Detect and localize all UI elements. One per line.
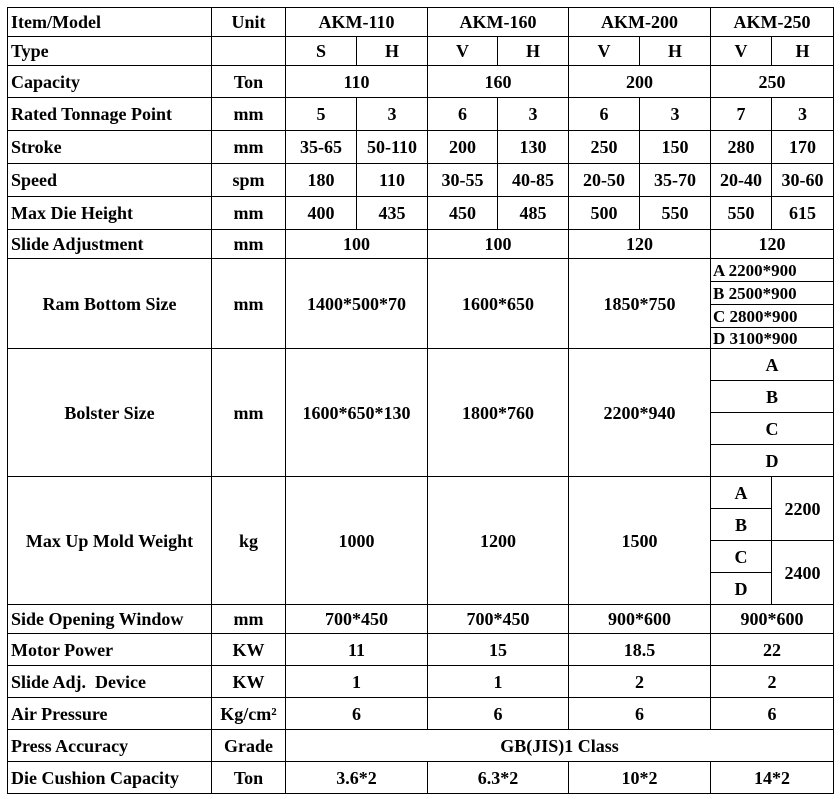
value-cell: 550: [640, 197, 711, 230]
model-akm-110-header: AKM-110: [286, 8, 428, 37]
row-label: Side Opening Window: [8, 605, 212, 634]
value-cell: 100: [286, 230, 428, 259]
value-cell: 3: [640, 98, 711, 131]
bolster-option-d: D: [711, 445, 834, 477]
unit-cell: Kg/cm²: [212, 698, 286, 730]
item-model-header: Item/Model: [8, 8, 212, 37]
row-label: Capacity: [8, 66, 212, 98]
value-cell: 20-50: [569, 164, 640, 197]
mold-weight-ab: 2200: [772, 477, 834, 541]
value-cell: 6.3*2: [428, 762, 569, 794]
value-cell: 5: [286, 98, 357, 131]
value-cell: 700*450: [286, 605, 428, 634]
speed-row: [8, 164, 834, 197]
unit-cell: mm: [212, 230, 286, 259]
value-cell: 6: [569, 98, 640, 131]
ram-bottom-row: [8, 259, 834, 282]
mold-option-c: C: [711, 541, 772, 573]
unit-cell: KW: [212, 666, 286, 698]
value-cell: 1200: [428, 477, 569, 605]
value-cell: 1400*500*70: [286, 259, 428, 349]
value-cell: 150: [640, 131, 711, 164]
unit-cell: mm: [212, 259, 286, 349]
row-label: Air Pressure: [8, 698, 212, 730]
row-label: Max Up Mold Weight: [8, 477, 212, 605]
row-label: Bolster Size: [8, 349, 212, 477]
rated-tonnage-row: [8, 98, 834, 131]
unit-cell: Ton: [212, 762, 286, 794]
value-cell: 15: [428, 634, 569, 666]
value-cell: 6: [711, 698, 834, 730]
value-cell: 110: [286, 66, 428, 98]
value-cell: 250: [711, 66, 834, 98]
unit-cell: mm: [212, 131, 286, 164]
value-cell: 130: [498, 131, 569, 164]
value-cell: 1000: [286, 477, 428, 605]
mold-option-b: B: [711, 509, 772, 541]
press-accuracy-row: [8, 730, 834, 762]
value-cell: 200: [569, 66, 711, 98]
bolster-option-c: C: [711, 413, 834, 445]
motor-power-row: [8, 634, 834, 666]
value-cell: 700*450: [428, 605, 569, 634]
row-label: Type: [8, 37, 212, 66]
value-cell: 200: [428, 131, 498, 164]
value-cell: 400: [286, 197, 357, 230]
value-cell: 11: [286, 634, 428, 666]
value-cell: 485: [498, 197, 569, 230]
value-cell: 120: [569, 230, 711, 259]
unit-cell: mm: [212, 197, 286, 230]
mold-weight-cd: 2400: [772, 541, 834, 605]
bolster-row: [8, 349, 834, 381]
type-cell: V: [711, 37, 772, 66]
value-cell: 900*600: [711, 605, 834, 634]
ram-option-b: B 2500*900: [711, 282, 834, 305]
type-cell: H: [357, 37, 428, 66]
value-cell: 30-60: [772, 164, 834, 197]
value-cell: 50-110: [357, 131, 428, 164]
value-cell: GB(JIS)1 Class: [286, 730, 834, 762]
slide-adj-device-row: [8, 666, 834, 698]
unit-cell: spm: [212, 164, 286, 197]
unit-cell: [212, 37, 286, 66]
type-cell: H: [772, 37, 834, 66]
spec-table: [7, 7, 834, 794]
value-cell: 22: [711, 634, 834, 666]
value-cell: 1: [428, 666, 569, 698]
value-cell: 6: [286, 698, 428, 730]
row-label: Slide Adjustment: [8, 230, 212, 259]
capacity-row: [8, 66, 834, 98]
unit-cell: mm: [212, 98, 286, 131]
value-cell: 3: [772, 98, 834, 131]
bolster-option-a: A: [711, 349, 834, 381]
unit-cell: Grade: [212, 730, 286, 762]
value-cell: 2: [569, 666, 711, 698]
model-akm-200-header: AKM-200: [569, 8, 711, 37]
model-akm-250-header: AKM-250: [711, 8, 834, 37]
unit-cell: kg: [212, 477, 286, 605]
value-cell: 435: [357, 197, 428, 230]
row-label: Speed: [8, 164, 212, 197]
value-cell: 6: [569, 698, 711, 730]
value-cell: 14*2: [711, 762, 834, 794]
row-label: Ram Bottom Size: [8, 259, 212, 349]
value-cell: 615: [772, 197, 834, 230]
ram-option-c: C 2800*900: [711, 305, 834, 328]
type-cell: H: [498, 37, 569, 66]
model-akm-160-header: AKM-160: [428, 8, 569, 37]
value-cell: 250: [569, 131, 640, 164]
value-cell: 1800*760: [428, 349, 569, 477]
value-cell: 900*600: [569, 605, 711, 634]
value-cell: 1: [286, 666, 428, 698]
value-cell: 6: [428, 98, 498, 131]
type-cell: H: [640, 37, 711, 66]
type-row: [8, 37, 834, 66]
value-cell: 1500: [569, 477, 711, 605]
value-cell: 1600*650: [428, 259, 569, 349]
max-die-height-row: [8, 197, 834, 230]
value-cell: 2: [711, 666, 834, 698]
value-cell: 6: [428, 698, 569, 730]
mold-option-d: D: [711, 573, 772, 605]
air-pressure-row: [8, 698, 834, 730]
ram-option-d: D 3100*900: [711, 328, 834, 349]
row-label: Press Accuracy: [8, 730, 212, 762]
row-label: Die Cushion Capacity: [8, 762, 212, 794]
header-row: [8, 8, 834, 37]
value-cell: 280: [711, 131, 772, 164]
value-cell: 180: [286, 164, 357, 197]
row-label: Stroke: [8, 131, 212, 164]
value-cell: 7: [711, 98, 772, 131]
value-cell: 170: [772, 131, 834, 164]
type-cell: V: [428, 37, 498, 66]
value-cell: 10*2: [569, 762, 711, 794]
value-cell: 20-40: [711, 164, 772, 197]
value-cell: 500: [569, 197, 640, 230]
value-cell: 35-65: [286, 131, 357, 164]
value-cell: 160: [428, 66, 569, 98]
value-cell: 40-85: [498, 164, 569, 197]
row-label: Rated Tonnage Point: [8, 98, 212, 131]
value-cell: 550: [711, 197, 772, 230]
type-cell: V: [569, 37, 640, 66]
value-cell: 3: [498, 98, 569, 131]
type-cell: S: [286, 37, 357, 66]
value-cell: 3: [357, 98, 428, 131]
value-cell: 100: [428, 230, 569, 259]
ram-option-a: A 2200*900: [711, 259, 834, 282]
stroke-row: [8, 131, 834, 164]
row-label: Max Die Height: [8, 197, 212, 230]
row-label: Motor Power: [8, 634, 212, 666]
max-up-mold-row: [8, 477, 834, 509]
die-cushion-row: [8, 762, 834, 794]
value-cell: 30-55: [428, 164, 498, 197]
bolster-option-b: B: [711, 381, 834, 413]
value-cell: 35-70: [640, 164, 711, 197]
value-cell: 18.5: [569, 634, 711, 666]
mold-option-a: A: [711, 477, 772, 509]
unit-cell: mm: [212, 605, 286, 634]
unit-header: Unit: [212, 8, 286, 37]
value-cell: 3.6*2: [286, 762, 428, 794]
slide-adjustment-row: [8, 230, 834, 259]
unit-cell: KW: [212, 634, 286, 666]
value-cell: 2200*940: [569, 349, 711, 477]
value-cell: 120: [711, 230, 834, 259]
side-opening-row: [8, 605, 834, 634]
unit-cell: mm: [212, 349, 286, 477]
value-cell: 1600*650*130: [286, 349, 428, 477]
value-cell: 110: [357, 164, 428, 197]
value-cell: 1850*750: [569, 259, 711, 349]
unit-cell: Ton: [212, 66, 286, 98]
row-label: Slide Adj. Device: [8, 666, 212, 698]
value-cell: 450: [428, 197, 498, 230]
